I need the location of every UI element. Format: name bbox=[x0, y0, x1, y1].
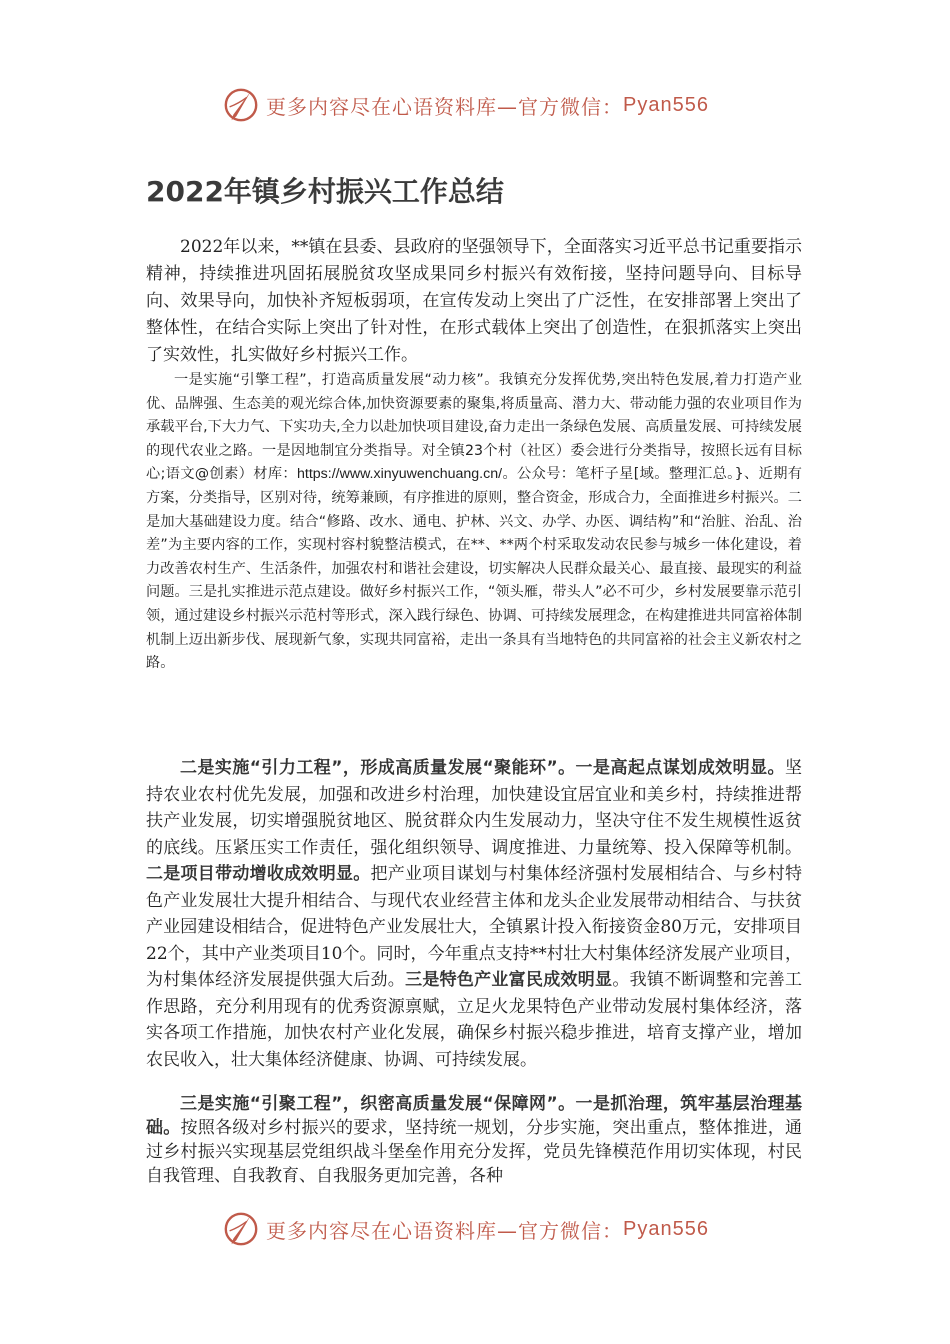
watermark-text: 更多内容尽在心语资料库—官方微信： bbox=[266, 94, 623, 119]
section-two-subheading-2: 二是项目带动增收成效明显。 bbox=[146, 864, 371, 884]
intro-paragraph: 2022年以来，**镇在县委、县政府的坚强领导下，全面落实习近平总书记重要指示精神，持续推进巩固拓展脱贫攻坚成果同乡村振兴有效衔接，坚持问题导向、目标导向、效果导向，加快补齐短板弱项，在宣传发动上突出了广泛性，在安排部署上突出了整体性，在结合实际上突出了针对性，在形式载体上突出了创造性，在狠抓落实上突出了实效性，扎实做好乡村振兴工作。 bbox=[146, 237, 802, 365]
section-two-text-2: 把产业项目谋划与村集体经济强村发展相结合、与乡村特色产业发展壮大提升相结合、与现代农业经营主体和龙头企业发展带动相结合、与扶贫产业园建设相结合，促进特色产业发展壮大，全镇累计投入衔接资金80万元，安排项目22个，其中产业类项目10个。同时，今年重点支持**村壮大村集体经济发展产业项目，为村集体经济发展提供强大后劲。 bbox=[146, 864, 803, 990]
watermark-banner-top bbox=[222, 86, 709, 124]
section-one-paragraph bbox=[146, 369, 802, 676]
quill-logo-icon bbox=[222, 1210, 260, 1248]
watermark-id: Pyan556 bbox=[623, 93, 709, 116]
section-three-text-1: 按照各级对乡村振兴的要求，坚持统一规划，分步实施，突出重点，整体推进，通过乡村振兴实现基层党组织战斗堡垒作用充分发挥，党员先锋模范作用切实体现，村民自我管理、自我教育、自我服务更加完善，各种 bbox=[146, 1118, 803, 1186]
section-two-text-3: 。我镇不断调整和完善工作思路，充分利用现有的优秀资源禀赋，立足火龙果特色产业带动发展村集体经济，落实各项工作措施，加快农村产业化发展，确保乡村振兴稳步推进，培育支撑产业，增加农民收入，壮大集体经济健康、协调、可持续发展。 bbox=[146, 970, 803, 1070]
section-three-paragraph bbox=[146, 1092, 802, 1188]
quill-logo-icon bbox=[222, 86, 260, 124]
section-two-heading: 二是实施“引力工程”，形成高质量发展“聚能环”。一是高起点谋划成效明显。 bbox=[180, 758, 785, 778]
section-two-text-1: 坚持农业农村优先发展，加强和改进乡村治理，加快建设宜居宜业和美乡村，持续推进帮扶产业发展，切实增强脱贫地区、脱贫群众内生发展动力，坚决守住不发生规模性返贫的底线。压紧压实工作责任，强化组织领导、调度推进、力量统筹、投入保障等机制。 bbox=[146, 758, 802, 858]
source-url: https://www.xinyuwenchuang.cn/ bbox=[297, 466, 503, 483]
section-three-heading: 三是实施“引聚工程”，织密高质量发展“保障网”。一是抓治理，筑牢基层治理基础。 bbox=[146, 1094, 802, 1138]
section-one-text-a: 一是实施“引擎工程”，打造高质量发展“动力核”。我镇充分发挥优势,突出特色发展,着力打造产业优、品牌强、生态美的观光综合体,加快资源要素的聚集,将质量高、潜力大、带动能力强的农业项目作为承载平台,下大力气、下实功夫,全力以赴加快项目建设,奋力走出一条绿色发展、高质量发展、可持续发展的现代农业之路。一是因地制宜分类指导。对全镇23个村（社区）委会进行分类指导，按照长远有目标心;语文@创素）材库： bbox=[146, 372, 802, 483]
watermark-text: 更多内容尽在心语资料库—官方微信： bbox=[266, 1218, 623, 1243]
section-two-paragraph bbox=[146, 755, 802, 1073]
document-title: 2022年镇乡村振兴工作总结 bbox=[146, 175, 504, 208]
section-two-subheading-3: 三是特色产业富民成效明显 bbox=[405, 970, 613, 990]
section-one-text-b: 。公众号：笔杆子星[域。整理汇总。}、近期有方案，分类指导，区别对待，统筹兼顾，有序推进的原则，整合资金，形成合力，全面推进乡村振兴。二是加大基础建设力度。结合“修路、改水、通电、护林、兴文、办学、办医、调结构”和“治脏、治乱、治差”为主要内容的工作，实现村容村貌整洁模式，在**、**两个村采取发动农民参与城乡一体化建设，着力改善农村生产、生活条件，加强农村和谐社会建设，切实解决人民群众最关心、最直接、最现实的利益问题。三是扎实推进示范点建设。做好乡村振兴工作，“领头雁，带头人”必不可少，乡村发展要靠示范引领，通过建设乡村振兴示范村等形式，深入践行绿色、协调、可持续发展理念，在构建推进共同富裕体制机制上迈出新步伐、展现新气象，实现共同富裕，走出一条具有当地特色的共同富裕的社会主义新农村之路。 bbox=[146, 466, 802, 672]
watermark-banner-bottom bbox=[222, 1210, 709, 1248]
watermark-id: Pyan556 bbox=[623, 1217, 709, 1240]
